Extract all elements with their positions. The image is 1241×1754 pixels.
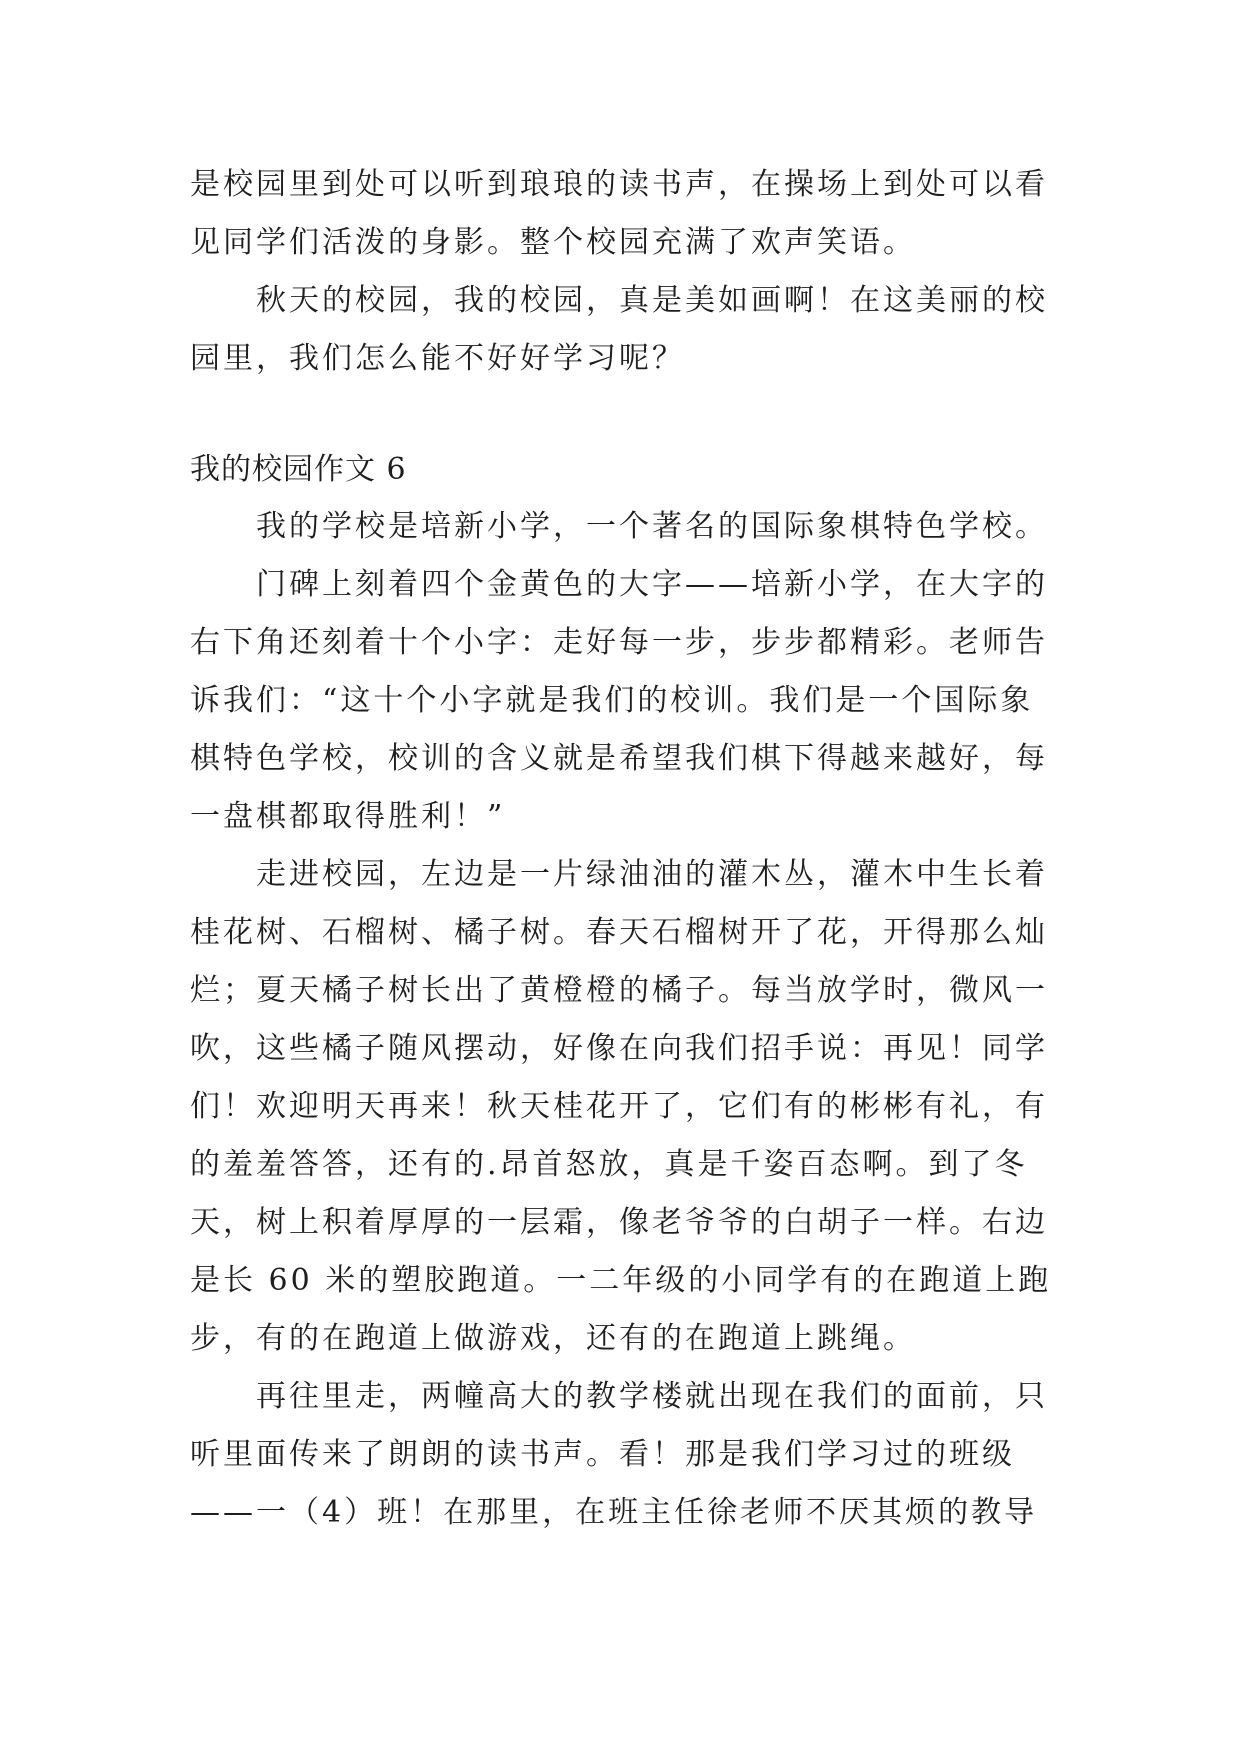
text-line: 棋特色学校，校训的含义就是希望我们棋下得越来越好，每 bbox=[190, 741, 1048, 776]
text-line: ——一（4）班！在那里，在班主任徐老师不厌其烦的教导 bbox=[190, 1495, 1038, 1530]
paragraph-start-line: 门碑上刻着四个金黄色的大字——培新小学，在大字的 bbox=[256, 567, 1048, 602]
text-line: 诉我们：“这十个小字就是我们的校训。我们是一个国际象 bbox=[190, 683, 1034, 718]
paragraph-start-line: 再往里走，两幢高大的教学楼就出现在我们的面前，只 bbox=[256, 1379, 1048, 1414]
paragraph-start-line: 走进校园，左边是一片绿油油的灌木丛，灌木中生长着 bbox=[256, 857, 1048, 892]
text-line: 是校园里到处可以听到琅琅的读书声，在操场上到处可以看 bbox=[190, 167, 1048, 202]
text-line: 烂；夏天橘子树长出了黄橙橙的橘子。每当放学时，微风一 bbox=[190, 973, 1048, 1008]
text-line: 的羞羞答答，还有的.昂首怒放，真是千姿百态啊。到了冬 bbox=[190, 1147, 1028, 1182]
text-line: 是长 60 米的塑胶跑道。一二年级的小同学有的在跑道上跑 bbox=[190, 1263, 1052, 1298]
text-line: 步，有的在跑道上做游戏，还有的在跑道上跳绳。 bbox=[190, 1321, 916, 1356]
text-line: 听里面传来了朗朗的读书声。看！那是我们学习过的班级 bbox=[190, 1437, 1015, 1472]
text-line: 一盘棋都取得胜利！” bbox=[190, 799, 506, 834]
text-line: 吹，这些橘子随风摆动，好像在向我们招手说：再见！同学 bbox=[190, 1031, 1048, 1066]
text-line: 园里，我们怎么能不好好学习呢？ bbox=[190, 341, 685, 376]
text-line: 桂花树、石榴树、橘子树。春天石榴树开了花，开得那么灿 bbox=[190, 915, 1048, 950]
text-line: 们！欢迎明天再来！秋天桂花开了，它们有的彬彬有礼，有 bbox=[190, 1089, 1048, 1124]
section-heading: 我的校园作文 6 bbox=[190, 452, 407, 487]
text-line: 右下角还刻着十个小字：走好每一步，步步都精彩。老师告 bbox=[190, 625, 1048, 660]
text-line: 天，树上积着厚厚的一层霜，像老爷爷的白胡子一样。右边 bbox=[190, 1205, 1048, 1240]
paragraph-start-line: 秋天的校园，我的校园，真是美如画啊！在这美丽的校 bbox=[256, 283, 1048, 318]
paragraph-start-line: 我的学校是培新小学，一个著名的国际象棋特色学校。 bbox=[256, 509, 1048, 544]
text-line: 见同学们活泼的身影。整个校园充满了欢声笑语。 bbox=[190, 225, 916, 260]
